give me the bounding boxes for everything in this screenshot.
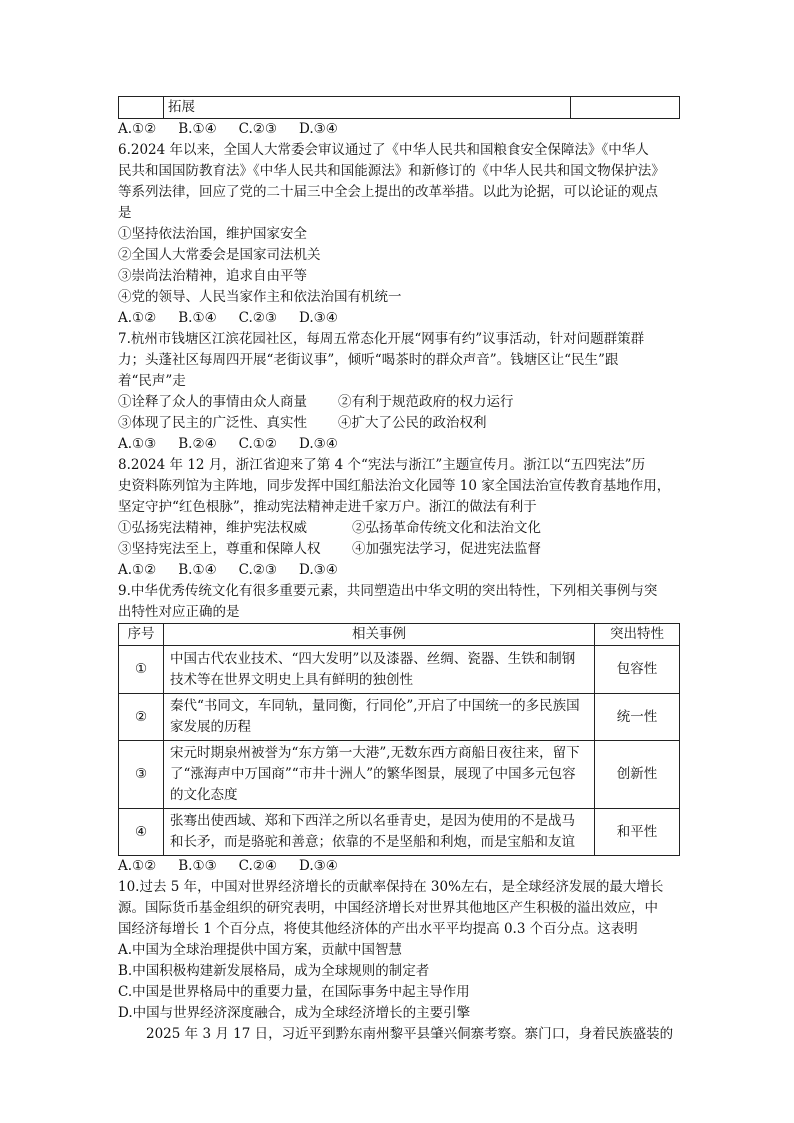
option-a: A.①② [118,310,157,326]
option-b: B.①③ [178,858,217,874]
q7-options [118,434,680,455]
q8-items-row [118,518,680,539]
q7-items-row [118,413,680,434]
option-a: A.①③ [118,436,157,452]
q7-item: ④扩大了公民的政治权利 [338,415,487,431]
q8-item: ①弘扬宪法精神，维护宪法权威 [118,520,307,536]
top-table-cell-empty-right [571,97,680,119]
header-number: 序号 [119,624,164,646]
top-table-fragment [118,96,680,119]
row-example: 宋元时期泉州被誉为“东方第一大港”,无数东西方商船日夜往来，留下了“涨海声中万国商”“市井十洲人”的繁华图景，展现了中国多元包容的文化态度 [164,741,595,809]
table-row [119,809,680,856]
exam-page [118,96,680,1045]
q6-stem-line: 等系列法律，回应了党的二十届三中全会上提出的改革举措。以此为论据，可以论证的观点 [118,184,658,200]
question-10 [118,877,680,1024]
row-trait: 包容性 [595,646,680,694]
row-number: ③ [119,741,164,809]
row-number: ① [119,646,164,694]
top-table-cell-text: 拓展 [164,97,571,119]
q7-item: ①诠释了众人的事情由众人商量 [118,394,307,410]
table-row [119,646,680,694]
q6-item: ①坚持依法治国，维护国家安全 [118,226,307,242]
q5-options [118,119,680,140]
option-d: D.③④ [299,858,338,874]
q6-stem-line: 民共和国国防教育法》《中华人民共和国能源法》和新修订的《中华人民共和国文物保护法》 [118,163,665,179]
q8-items-row [118,539,680,560]
option-a: A.①② [118,121,157,137]
option-b: B.①④ [178,121,217,137]
q8-stem-line: 史资料陈列馆为主阵地，同步发挥中国红船法治文化园等 10 家全国法治宣传教育基地作用， [118,478,671,494]
option-a: A.①② [118,858,157,874]
header-trait: 突出特性 [595,624,680,646]
q6-stem-line: 6.2024 年以来，全国人大常委会审议通过了《中华人民共和国粮食安全保障法》《中华人 [118,142,649,158]
q8-item: ③坚持宪法至上，尊重和保障人权 [118,541,321,557]
q7-item: ③体现了民主的广泛性、真实性 [118,415,307,431]
option-c: C.②③ [238,310,278,326]
q7-item: ②有利于规范政府的权力运行 [338,394,514,410]
q10-choice: B.中国积极构建新发展格局，成为全球规则的制定者 [118,963,430,979]
q6-options [118,308,680,329]
option-b: B.②④ [178,436,217,452]
q8-stem-line: 坚定守护“红色根脉”，推动宪法精神走进千家万户。浙江的做法有利于 [118,499,537,515]
option-b: B.①④ [178,310,217,326]
next-passage-line: 2025 年 3 月 17 日，习近平到黔东南州黎平县肇兴侗寨考察。寨门口，身着民族盛装的 [146,1026,674,1042]
row-trait: 统一性 [595,694,680,741]
q10-stem-line: 国经济每增长 1 个百分点，将使其他经济体的产出水平平均提高 0.3 个百分点。这表明 [118,921,638,937]
q10-choice: D.中国与世界经济深度融合，成为全球经济增长的主要引擎 [118,1005,471,1021]
q6-item: ④党的领导、人民当家作主和依法治国有机统一 [118,289,402,305]
q7-stem-line: 着“民声”走 [118,373,186,389]
option-a: A.①② [118,562,157,578]
q7-stem-line: 7.杭州市钱塘区江滨花园社区，每周五常态化开展“网事有约”议事活动，针对问题群策群 [118,331,645,347]
table-row [119,694,680,741]
option-c: C.②③ [238,562,278,578]
q8-item: ②弘扬革命传统文化和法治文化 [352,520,541,536]
q7-stem-line: 力；头蓬社区每周四开展“老街议事”，倾听“喝茶时的群众声音”。钱塘区让“民生”跟 [118,352,619,368]
q9-stem-line: 9.中华优秀传统文化有很多重要元素，共同塑造出中华文明的突出特性，下列相关事例与突 [118,583,658,599]
option-b: B.①④ [178,562,217,578]
q9-table-header [119,624,680,646]
q7-items-row [118,392,680,413]
question-8 [118,455,680,581]
row-trait: 和平性 [595,809,680,856]
row-number: ② [119,694,164,741]
q10-choice: C.中国是世界格局中的重要力量，在国际事务中起主导作用 [118,984,470,1000]
q9-options [118,856,680,877]
option-d: D.③④ [299,436,338,452]
q6-item: ②全国人大常委会是国家司法机关 [118,247,321,263]
question-9 [118,581,680,877]
option-c: C.①② [238,436,278,452]
option-c: C.②④ [238,858,278,874]
question-6 [118,140,680,329]
row-example: 中国古代农业技术、“四大发明”以及漆器、丝绸、瓷器、生铁和制钢技术等在世界文明史上具有鲜明的独创性 [164,646,595,694]
q9-table [118,623,680,856]
option-c: C.②③ [238,121,278,137]
q10-stem-line: 10.过去 5 年，中国对世界经济增长的贡献率保持在 30%左右，是全球经济发展的最大增长 [118,879,664,895]
q8-options [118,560,680,581]
row-number: ④ [119,809,164,856]
question-7 [118,329,680,455]
row-trait: 创新性 [595,741,680,809]
q9-stem-line: 出特性对应正确的是 [118,604,240,620]
q10-choice: A.中国为全球治理提供中国方案，贡献中国智慧 [118,942,403,958]
q6-stem-line: 是 [118,205,132,221]
q6-item: ③崇尚法治精神，追求自由平等 [118,268,307,284]
row-example: 秦代“书同文，车同轨，量同衡，行同伦”,开启了中国统一的多民族国家发展的历程 [164,694,595,741]
option-d: D.③④ [299,121,338,137]
q8-stem-line: 8.2024 年 12 月，浙江省迎来了第 4 个“宪法与浙江”主题宣传月。浙江以“五四宪法”历 [118,457,646,473]
row-example: 张骞出使西域、郑和下西洋之所以名垂青史，是因为使用的不是战马和长矛，而是骆驼和善意；依靠的不是坚船和利炮，而是宝船和友谊 [164,809,595,856]
top-table-cell-empty [119,97,164,119]
option-d: D.③④ [299,310,338,326]
table-row [119,741,680,809]
q10-stem-line: 源。国际货币基金组织的研究表明，中国经济增长对世界其他地区产生积极的溢出效应，中 [118,900,658,916]
option-d: D.③④ [299,562,338,578]
header-example: 相关事例 [164,624,595,646]
q8-item: ④加强宪法学习，促进宪法监督 [352,541,541,557]
